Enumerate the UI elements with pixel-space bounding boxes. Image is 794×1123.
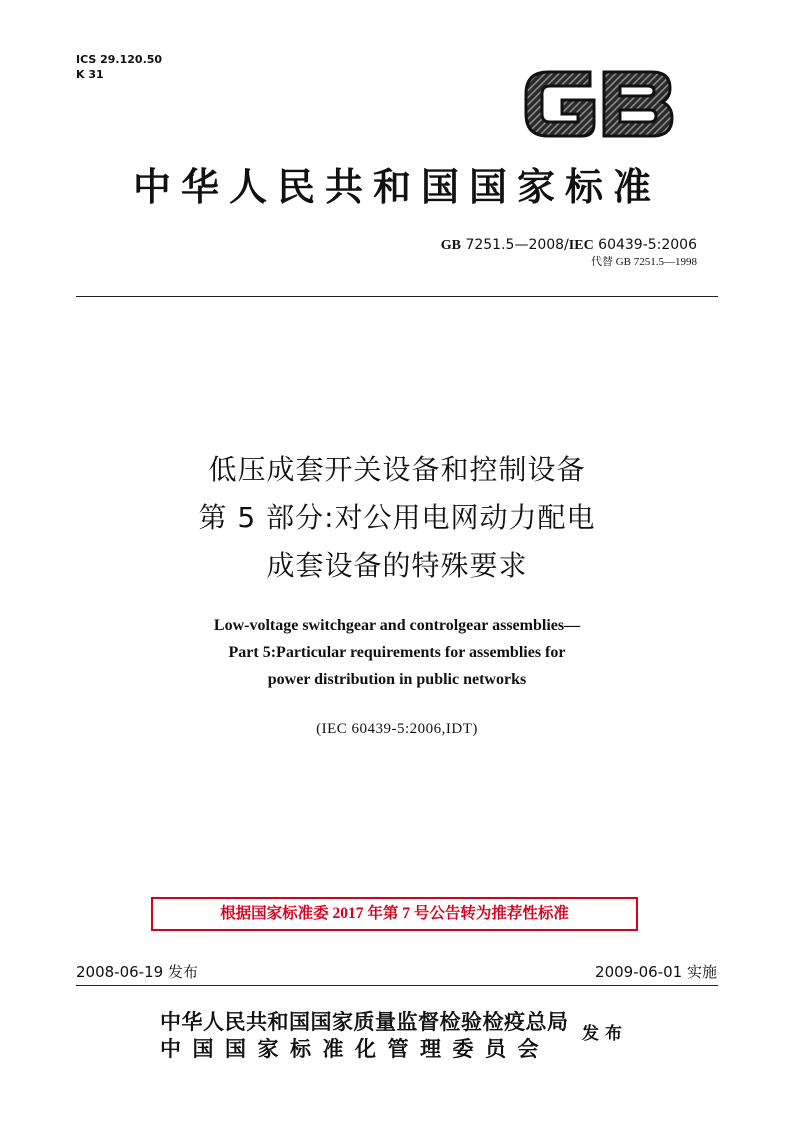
ics-code: ICS 29.120.50 bbox=[76, 53, 163, 66]
recommendation-notice-stamp: 根据国家标准委 2017 年第 7 号公告转为推荐性标准 bbox=[151, 897, 638, 931]
issuer-aqsiq: 中华人民共和国国家质量监督检验检疫总局 bbox=[160, 1010, 569, 1034]
english-title-line-2: Part 5:Particular requirements for assemblies for bbox=[228, 644, 566, 661]
bottom-divider bbox=[76, 985, 718, 986]
replaces-note: 代替 GB 7251.5—1998 bbox=[590, 256, 697, 268]
standard-number-body: 7251.5—2008/ bbox=[465, 237, 569, 253]
implementation-date: 2009-06-01 实施 bbox=[595, 963, 717, 981]
iec-reference: (IEC 60439-5:2006,IDT) bbox=[316, 721, 478, 737]
publish-label: 发布 bbox=[582, 1024, 628, 1043]
standard-number-iec: IEC bbox=[568, 238, 594, 253]
standard-number-prefix: GB bbox=[440, 238, 461, 253]
issuer-sac: 中国国家标准化管理委员会 bbox=[160, 1037, 550, 1061]
english-title-line-1: Low-voltage switchgear and controlgear assemblies— bbox=[213, 617, 581, 634]
ics-classification bbox=[76, 52, 162, 82]
release-date: 2008-06-19 发布 bbox=[76, 963, 198, 981]
gb-logo-icon bbox=[520, 62, 676, 144]
standard-number-tail: 60439-5:2006 bbox=[598, 237, 697, 253]
top-divider bbox=[76, 296, 718, 297]
standard-number bbox=[441, 236, 697, 255]
english-title bbox=[60, 612, 734, 693]
english-title-line-3: power distribution in public networks bbox=[267, 671, 527, 688]
class-code: K 31 bbox=[76, 68, 104, 81]
gb-logo-text: GB bbox=[520, 62, 522, 63]
chinese-title-line-2: 第 5 部分:对公用电网动力配电 bbox=[198, 501, 596, 534]
chinese-title-line-3: 成套设备的特殊要求 bbox=[266, 549, 528, 582]
chinese-title bbox=[60, 446, 734, 590]
chinese-title-line-1: 低压成套开关设备和控制设备 bbox=[208, 453, 586, 486]
national-standard-title: 中华人民共和国国家标准 bbox=[132, 167, 661, 209]
